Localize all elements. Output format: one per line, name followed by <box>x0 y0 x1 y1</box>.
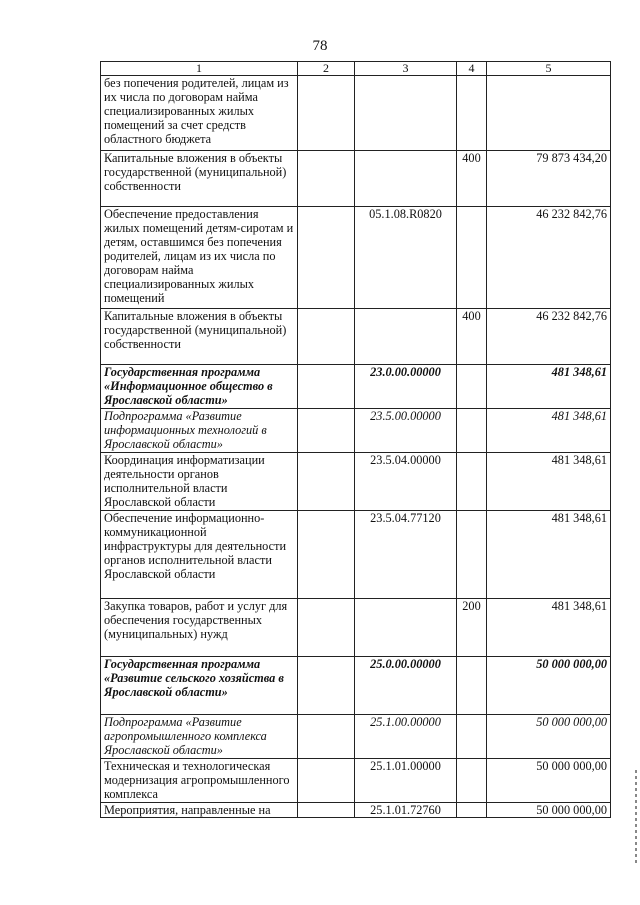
row-name-cell: Обеспечение предоставления жилых помещений детям-сиротам и детям, оставшимся без попечения родителей, лицам из их числа по договорам найма специализированных жилых помещений <box>101 207 298 309</box>
row-code-cell: 23.0.00.00000 <box>355 365 457 409</box>
row-amount-cell: 50 000 000,00 <box>487 803 611 818</box>
row-type-cell <box>457 207 487 309</box>
table-row <box>101 759 611 803</box>
row-name-cell: Капитальные вложения в объекты государственной (муниципальной) собственности <box>101 309 298 365</box>
row-amount-cell: 46 232 842,76 <box>487 309 611 365</box>
row-amount-cell: 481 348,61 <box>487 599 611 657</box>
row-code-cell <box>355 599 457 657</box>
row-amount-cell <box>487 76 611 151</box>
row-column2-cell <box>298 759 355 803</box>
column-header-2: 2 <box>298 62 355 76</box>
row-type-cell <box>457 76 487 151</box>
table-row <box>101 511 611 599</box>
row-name-cell: Государственная программа «Развитие сельского хозяйства в Ярославской области» <box>101 657 298 715</box>
column-header-1: 1 <box>101 62 298 76</box>
row-name-cell: Подпрограмма «Развитие агропромышленного комплекса Ярославской области» <box>101 715 298 759</box>
row-amount-cell: 50 000 000,00 <box>487 657 611 715</box>
row-type-cell <box>457 453 487 511</box>
row-type-cell: 200 <box>457 599 487 657</box>
header-row <box>101 62 611 76</box>
table-row <box>101 599 611 657</box>
row-name-cell: Подпрограмма «Развитие информационных технологий в Ярославской области» <box>101 409 298 453</box>
row-type-cell: 400 <box>457 151 487 207</box>
column-header-5: 5 <box>487 62 611 76</box>
row-code-cell <box>355 76 457 151</box>
budget-table <box>100 61 611 818</box>
row-name-cell: Капитальные вложения в объекты государственной (муниципальной) собственности <box>101 151 298 207</box>
row-code-cell: 25.1.01.72760 <box>355 803 457 818</box>
row-type-cell <box>457 365 487 409</box>
row-name-cell: Обеспечение информационно-коммуникационной инфраструктуры для деятельности органов исполнительной власти Ярославской области <box>101 511 298 599</box>
column-header-4: 4 <box>457 62 487 76</box>
row-column2-cell <box>298 715 355 759</box>
row-type-cell: 400 <box>457 309 487 365</box>
row-column2-cell <box>298 657 355 715</box>
row-code-cell: 23.5.04.00000 <box>355 453 457 511</box>
table-row <box>101 715 611 759</box>
row-amount-cell: 50 000 000,00 <box>487 715 611 759</box>
table-row <box>101 365 611 409</box>
row-code-cell: 23.5.04.77120 <box>355 511 457 599</box>
table-row <box>101 409 611 453</box>
row-code-cell <box>355 309 457 365</box>
table-body <box>101 76 611 818</box>
table-row <box>101 151 611 207</box>
table-row <box>101 453 611 511</box>
row-column2-cell <box>298 803 355 818</box>
row-name-cell: Государственная программа «Информационное общество в Ярославской области» <box>101 365 298 409</box>
row-type-cell <box>457 715 487 759</box>
row-name-cell: Мероприятия, направленные на <box>101 803 298 818</box>
row-code-cell: 05.1.08.R0820 <box>355 207 457 309</box>
row-code-cell: 25.0.00.00000 <box>355 657 457 715</box>
table-row <box>101 76 611 151</box>
page-number: 78 <box>312 38 328 54</box>
row-type-cell <box>457 759 487 803</box>
table-row <box>101 657 611 715</box>
table-row <box>101 207 611 309</box>
row-type-cell <box>457 657 487 715</box>
row-amount-cell: 46 232 842,76 <box>487 207 611 309</box>
row-type-cell <box>457 511 487 599</box>
row-type-cell <box>457 409 487 453</box>
row-name-cell: Закупка товаров, работ и услуг для обеспечения государственных (муниципальных) нужд <box>101 599 298 657</box>
row-amount-cell: 481 348,61 <box>487 409 611 453</box>
row-column2-cell <box>298 365 355 409</box>
column-header-3: 3 <box>355 62 457 76</box>
row-column2-cell <box>298 76 355 151</box>
scan-margin-mark <box>635 770 637 865</box>
row-name-cell: Техническая и технологическая модернизация агропромышленного комплекса <box>101 759 298 803</box>
row-column2-cell <box>298 151 355 207</box>
row-column2-cell <box>298 207 355 309</box>
row-column2-cell <box>298 599 355 657</box>
row-code-cell: 25.1.01.00000 <box>355 759 457 803</box>
row-code-cell: 25.1.00.00000 <box>355 715 457 759</box>
row-amount-cell: 50 000 000,00 <box>487 759 611 803</box>
row-column2-cell <box>298 453 355 511</box>
row-code-cell <box>355 151 457 207</box>
row-code-cell: 23.5.00.00000 <box>355 409 457 453</box>
row-name-cell: Координация информатизации деятельности органов исполнительной власти Ярославской области <box>101 453 298 511</box>
row-name-cell: без попечения родителей, лицам из их числа по договорам найма специализированных жилых помещений за счет средств областного бюджета <box>101 76 298 151</box>
row-amount-cell: 481 348,61 <box>487 365 611 409</box>
row-amount-cell: 481 348,61 <box>487 453 611 511</box>
table-row <box>101 309 611 365</box>
row-amount-cell: 481 348,61 <box>487 511 611 599</box>
row-column2-cell <box>298 409 355 453</box>
table-row <box>101 803 611 818</box>
row-column2-cell <box>298 309 355 365</box>
row-amount-cell: 79 873 434,20 <box>487 151 611 207</box>
row-type-cell <box>457 803 487 818</box>
row-column2-cell <box>298 511 355 599</box>
